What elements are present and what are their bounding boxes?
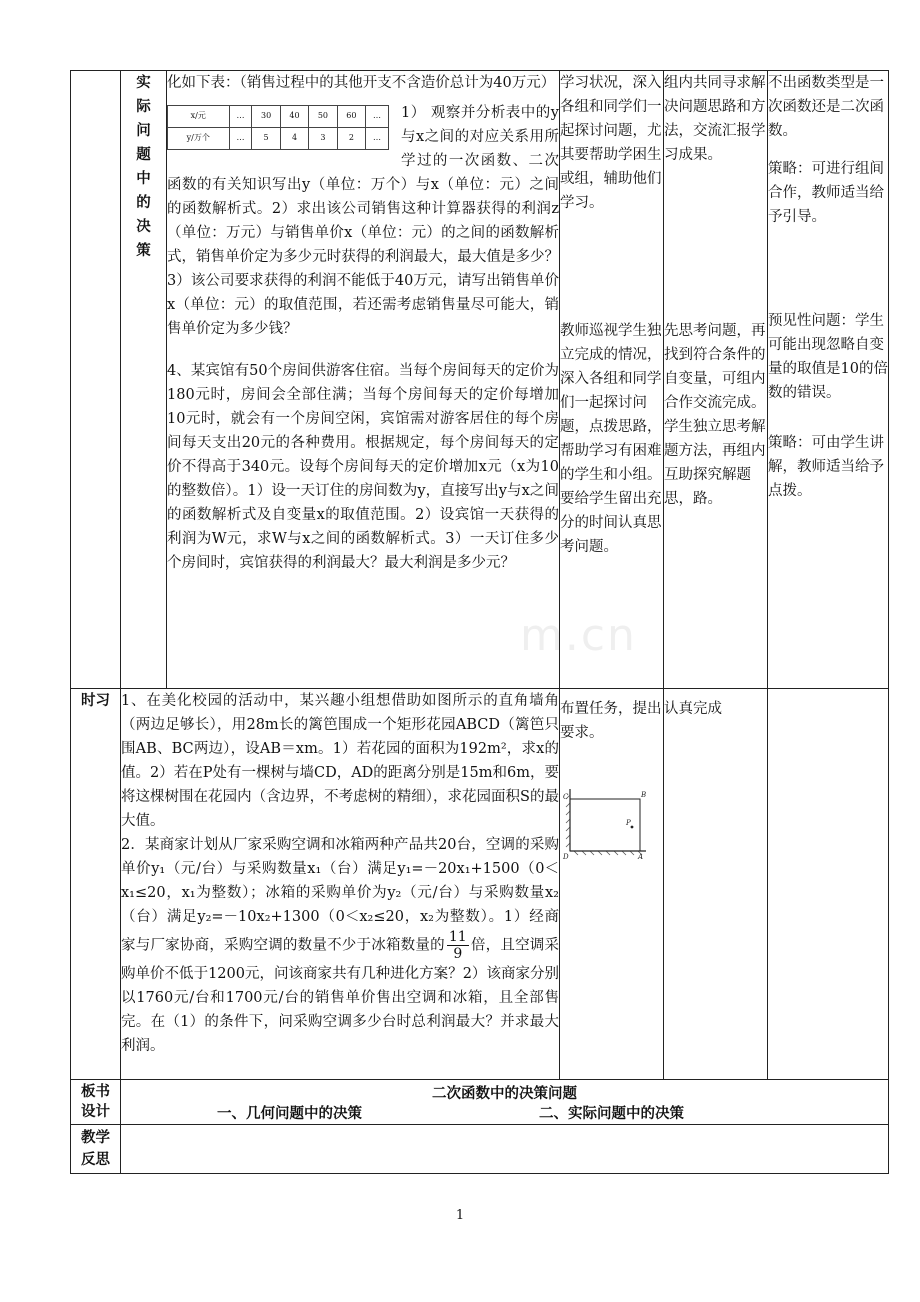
- note-top: 不出函数类型是一次函数还是二次函数。: [768, 75, 884, 139]
- table-cell: 3: [309, 128, 337, 150]
- board-right-section: 二、实际问题中的决策: [539, 1105, 684, 1122]
- watermark: m.cn: [520, 610, 637, 661]
- label-a: A: [638, 853, 644, 859]
- section-char: 际: [136, 98, 151, 115]
- reflection-label-line2: 反思: [81, 1151, 110, 1168]
- note-top-strategy: 策略：可进行组间合作，教师适当给予引导。: [768, 161, 884, 225]
- problem-3-intro: 化如下表：（销售过程中的其他开支不含造价总计为40万元）: [167, 75, 556, 91]
- table-cell: …: [366, 106, 389, 128]
- table-row-y: [168, 128, 389, 150]
- practice-label: 时习: [71, 689, 121, 1080]
- teacher-activity-cell: [560, 71, 664, 689]
- board-design-content: [121, 1080, 889, 1125]
- board-design-label: [71, 1080, 121, 1125]
- table-cell: 5: [252, 128, 280, 150]
- fraction: [447, 929, 469, 962]
- table-cell: 30: [252, 106, 280, 128]
- practice-problem-2: [121, 833, 559, 1058]
- page-number: 1: [455, 1208, 465, 1223]
- design-notes-cell: [768, 71, 889, 689]
- board-left-section: 一、几何问题中的决策: [217, 1105, 362, 1122]
- reflection-label: [71, 1125, 121, 1174]
- problem-3-questions: 1） 观察并分析表中的y与x之间的对应关系用所学过的一次函数、二次函数的有关知识写出y（单位：万个）与x（单位：元）之间的函数解析式。2）求出该公司销售这种计算器获得的利润z（单位：万元）与销售单价x（单位：元）的之间的函数解析式，销售单价定为多少元时获得的利润最大，最大值是多少？3）该公司要求获得的利润不能低于40万元，请写出销售单价x（单位：元）的取值范围，若还需考虑销售量尽可能大，销售单价定为多少钱？: [167, 105, 559, 337]
- section-title-vertical: [121, 71, 167, 689]
- table-cell: 40: [280, 106, 308, 128]
- student-activity-top: 组内共同寻求解决问题思路和方法，交流汇报学习成果。: [664, 75, 766, 163]
- fraction-denominator: 9: [453, 946, 463, 962]
- fraction-numerator: 11: [448, 929, 467, 945]
- practice-problem-1: 1、在美化校园的活动中，某兴趣小组想借助如图所示的直角墙角（两边足够长），用28m长的篱笆围成一个矩形花园ABCD（篱笆只围AB、BC两边），设AB＝xm。1）若花园的面积为192m²，求x的值。2）若在P处有一棵树与墙CD，AD的距离分别是15m和6m，要将这棵树围在花园内（含边界，不考虑树的精细），求花园面积S的最大值。: [121, 693, 559, 829]
- table-cell: y/万个: [168, 128, 230, 150]
- board-title: 二次函数中的决策问题: [432, 1085, 577, 1102]
- practice-problem-2-part2: 倍，且空调采购单价不低于1200元，问该商家共有几种进化方案？2）该商家分别以1760元/台和1700元/台的销售单价售出空调和冰箱，且全部售完。在（1）的条件下，问采购空调多少台时总利润最大？并求最大利润。: [121, 937, 560, 1054]
- practice-notes-cell: [768, 689, 889, 1080]
- label-b: B: [641, 791, 647, 799]
- problem-4: 4、某宾馆有50个房间供游客住宿。当每个房间每天的定价为180元时，房间会全部住满；当每个房间每天的定价每增加10元时，就会有一个房间空闲，宾馆需对游客居住的每个房间每天支出20元的各种费用。根据规定，每个房间每天的定价不得高于340元。设每个房间每天的定价增加x元（x为10的整数倍）。1）设一天订住的房间数为y，直接写出y与x之间的函数解析式及自变量x的取值范围。2）设宾馆一天获得的利润为W元，求W与x之间的函数解析式。3）一天订住多少个房间时，宾馆获得的利润最大？最大利润是多少元？: [167, 363, 559, 571]
- table-cell: x/元: [168, 106, 230, 128]
- row-practice: [71, 689, 889, 1080]
- table-cell: 50: [309, 106, 337, 128]
- label-c: C: [563, 793, 569, 801]
- student-activity-cell: [664, 71, 768, 689]
- content-cell: [167, 71, 560, 689]
- section-char: 策: [136, 242, 151, 259]
- practice-teacher-cell: [560, 689, 664, 1080]
- garden-diagram: [562, 785, 648, 859]
- student-activity-bottom: 先思考问题，再找到符合条件的自变量，可组内合作交流完成。学生独立思考解题方法，再组内互助探究解题思，路。: [664, 323, 766, 507]
- row-board-design: [71, 1080, 889, 1125]
- section-char: 决: [136, 218, 151, 235]
- section-char: 问: [136, 122, 151, 139]
- reflection-label-line1: 教学: [81, 1129, 110, 1146]
- note-bottom-strategy: 策略：可由学生讲解，教师适当给予点拨。: [768, 435, 884, 499]
- practice-content: [121, 689, 560, 1080]
- table-cell: …: [366, 128, 389, 150]
- row-actual-decision: [71, 71, 889, 689]
- practice-problem-2-part1: 2．某商家计划从厂家采购空调和冰箱两种产品共20台，空调的采购单价y₁（元/台）与采购数量x₁（台）满足y₁=－20x₁+1500（0＜x₁≤20，x₁为整数）；冰箱的采购单价为y₂（元/台）与采购数量x₂（台）满足y₂=－10x₂+1300（0＜x₂≤20，x₂为整数）。1）经商家与厂家协商，采购空调的数量不少于冰箱数量的: [121, 837, 559, 954]
- section-char: 中: [136, 170, 151, 187]
- lesson-plan-table: [70, 70, 889, 1174]
- price-quantity-table: [167, 105, 389, 150]
- reflection-content: [121, 1125, 889, 1174]
- table-cell: 4: [280, 128, 308, 150]
- table-cell: …: [229, 106, 252, 128]
- label-p: P: [626, 819, 631, 827]
- row-reflection: [71, 1125, 889, 1174]
- practice-teacher-text: 布置任务，提出要求。: [560, 701, 662, 741]
- row1-empty-label: [71, 71, 121, 689]
- practice-student-text: 认真完成: [664, 701, 722, 717]
- board-label-line1: 板书: [81, 1083, 110, 1100]
- table-cell: 60: [337, 106, 365, 128]
- section-char: 实: [136, 74, 151, 91]
- table-row-x: [168, 106, 389, 128]
- teacher-activity-top: 学习状况，深入各组和同学们一起探讨问题，尤其要帮助学困生或组，辅助他们学习。: [560, 75, 662, 211]
- board-label-line2: 设计: [81, 1103, 110, 1120]
- practice-student-cell: [664, 689, 768, 1080]
- teacher-activity-bottom: 教师巡视学生独立完成的情况，深入各组和同学们一起探讨问题，点拨思路，帮助学习有困难的学生和小组。要给学生留出充分的时间认真思考问题。: [560, 323, 662, 555]
- table-cell: …: [229, 128, 252, 150]
- table-cell: 2: [337, 128, 365, 150]
- section-char: 题: [136, 146, 151, 163]
- section-char: 的: [136, 194, 151, 211]
- note-bottom: 预见性问题：学生可能出现忽略自变量的取值是10的倍数的错误。: [768, 313, 888, 401]
- label-d: D: [563, 853, 569, 859]
- board-sections: [121, 1104, 888, 1124]
